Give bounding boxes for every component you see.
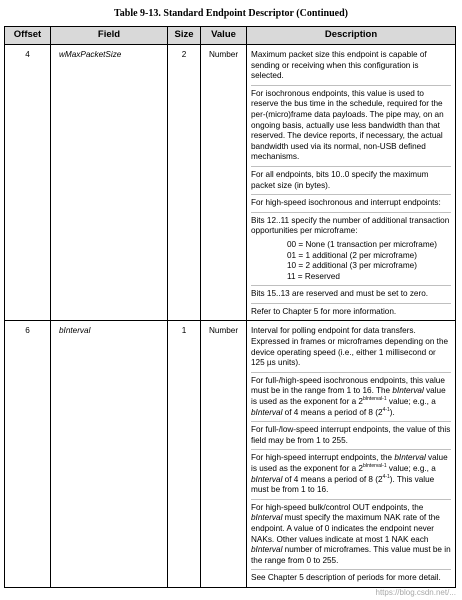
description-paragraph: Interval for polling endpoint for data transfers. Expressed in frames or microframes depending on the device operating speed (i.e., either 1 millisecond or 125 µs units).	[251, 323, 451, 372]
row-description	[247, 321, 456, 587]
row-offset: 6	[5, 321, 51, 587]
description-paragraph: Maximum packet size this endpoint is capable of sending or receiving when this configuration is selected.	[251, 47, 451, 86]
list-item: 01 = 1 additional (2 per microframe)	[287, 250, 417, 260]
header-field: Field	[51, 27, 168, 45]
row-size: 2	[168, 45, 201, 321]
header-size: Size	[168, 27, 201, 45]
header-row	[5, 27, 456, 45]
table-caption: Table 9-13. Standard Endpoint Descriptor (Continued)	[114, 8, 348, 19]
row-description	[247, 45, 456, 321]
description-text: Bits 12..11 specify the number of additional transaction opportunities per microframe:	[251, 215, 450, 236]
description-paragraph: For high-speed interrupt endpoints, the bInterval value is used as the exponent for a $2^{bInterval-1}$ value; e.g., a bInterval of 4 means a period of 8 (2$^{4-1}$). This value must be from 1 to 16.	[251, 450, 451, 499]
row-value: Number	[201, 45, 247, 321]
bit-value-list	[251, 237, 451, 282]
row-field: bInterval	[51, 321, 168, 587]
table-row	[5, 45, 456, 321]
header-value: Value	[201, 27, 247, 45]
description-paragraph: Refer to Chapter 5 for more information.	[251, 306, 397, 316]
list-item: 00 = None (1 transaction per microframe)	[287, 239, 437, 249]
description-paragraph: For high-speed isochronous and interrupt endpoints:	[251, 195, 451, 213]
row-offset: 4	[5, 45, 51, 321]
row-value: Number	[201, 321, 247, 587]
description-paragraph	[251, 213, 451, 287]
description-paragraph: For all endpoints, bits 10..0 specify the maximum packet size (in bytes).	[251, 167, 451, 195]
list-item: 11 = Reserved	[287, 271, 340, 281]
endpoint-descriptor-table	[4, 26, 456, 588]
watermark: https://blog.csdn.net/...	[375, 588, 456, 597]
table-row	[5, 321, 456, 587]
description-paragraph: See Chapter 5 description of periods for more detail.	[251, 573, 441, 583]
description-paragraph: Bits 15..13 are reserved and must be set to zero.	[251, 286, 451, 304]
description-paragraph: For isochronous endpoints, this value is used to reserve the bus time in the schedule, required for the per-(micro)frame data payloads. The pipe may, on an ongoing basis, actually use less bandwidth than that reserved. The device reports, if necessary, the actual bandwidth used via its normal, non-USB defined mechanisms.	[251, 86, 451, 167]
header-description: Description	[247, 27, 456, 45]
row-field: wMaxPacketSize	[51, 45, 168, 321]
header-offset: Offset	[5, 27, 51, 45]
description-paragraph: For high-speed bulk/control OUT endpoints, the bInterval must specify the maximum NAK rate of the endpoint. A value of 0 indicates the endpoint never NAKs. Other values indicate at most 1 NAK each bInterval number of microframes. This value must be in the range from 0 to 255.	[251, 500, 451, 571]
list-item: 10 = 2 additional (3 per microframe)	[287, 261, 417, 271]
description-paragraph: For full-/low-speed interrupt endpoints, the value of this field may be from 1 to 255.	[251, 422, 451, 450]
row-size: 1	[168, 321, 201, 587]
description-paragraph: For full-/high-speed isochronous endpoints, this value must be in the range from 1 to 16. The bInterval value is used as the exponent for a $2^{bInterval-1}$ value; e.g., a bInterval of 4 means a period of 8 (2$^{4-1}$).	[251, 373, 451, 422]
